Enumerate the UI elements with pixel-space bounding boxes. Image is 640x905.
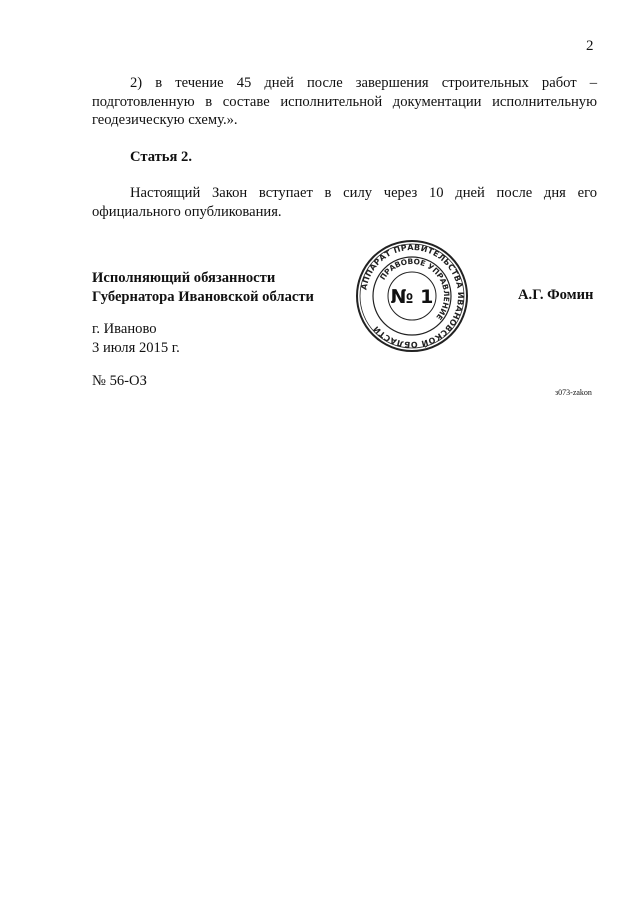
document-code: з073-zakon — [555, 388, 592, 397]
law-number: № 56-ОЗ — [92, 373, 147, 389]
seal-outer-text: АППАРАТ ПРАВИТЕЛЬСТВА ИВАНОВСКОЙ ОБЛАСТИ — [359, 242, 466, 350]
signing-place: г. Иваново — [92, 321, 157, 337]
signer-title — [92, 269, 314, 306]
paragraph-geodetic-scheme — [92, 74, 597, 130]
signer-title-line-1: Исполняющий обязанности — [92, 270, 276, 286]
paragraph-2-text: Настоящий Закон вступает в силу через 10 дней после дня его официального опубликования. — [92, 185, 597, 220]
signing-place-date — [92, 320, 180, 357]
page-number: 2 — [586, 38, 594, 54]
official-seal-stamp — [355, 239, 469, 353]
paragraph-1-text: 2) в течение 45 дней после завершения строительных работ – подготовленную в составе исполнительной документации исполнительную геодезическую схему.». — [92, 75, 597, 128]
signer-title-line-2: Губернатора Ивановской области — [92, 288, 314, 305]
signer-name: А.Г. Фомин — [518, 287, 594, 303]
seal-center-number: № 1 — [390, 286, 434, 308]
paragraph-entry-into-force — [92, 184, 597, 221]
seal-inner-text: ПРАВОВОЕ УПРАВЛЕНИЕ — [378, 256, 452, 322]
signing-date: 3 июля 2015 г. — [92, 339, 180, 356]
article-heading: Статья 2. — [130, 149, 192, 165]
